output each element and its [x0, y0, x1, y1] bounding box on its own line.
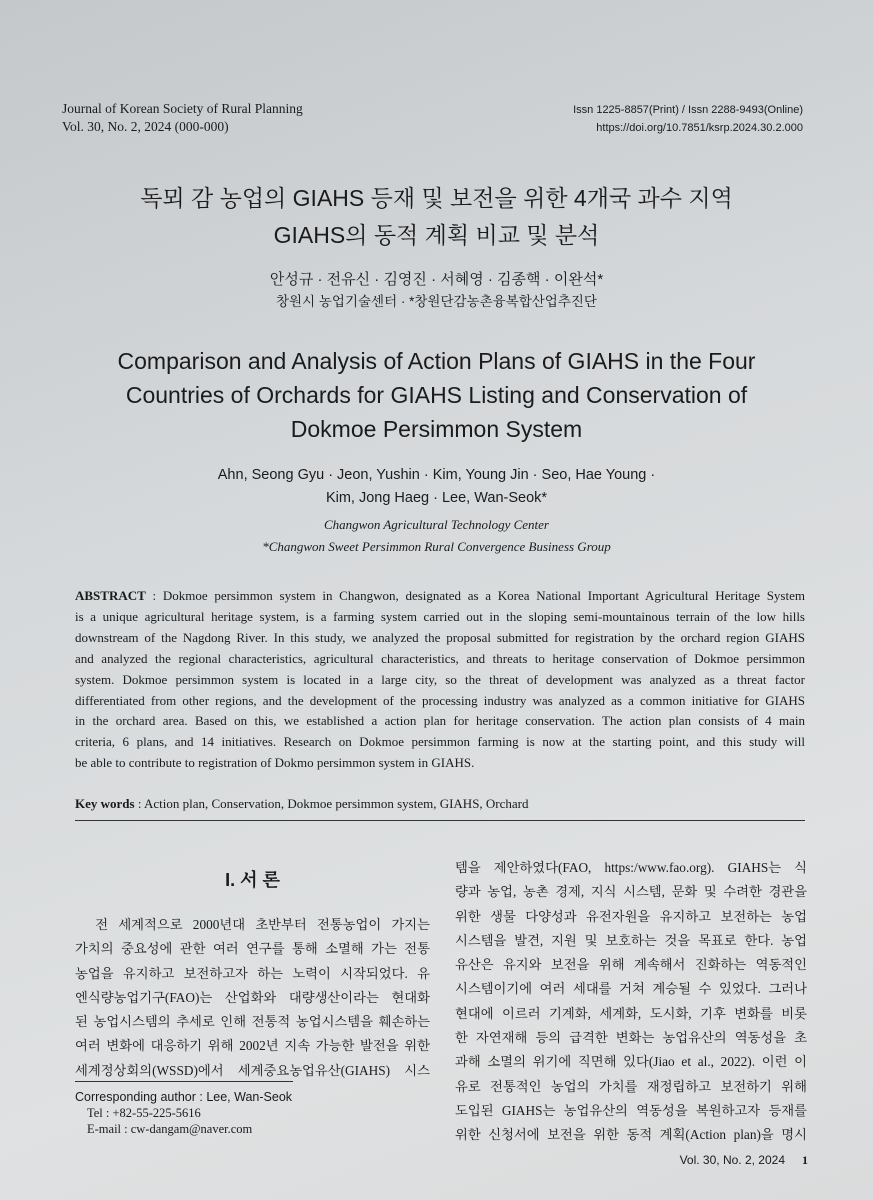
abstract-label: ABSTRACT: [75, 588, 146, 603]
corresponding-author: Corresponding author : Lee, Wan-Seok: [75, 1090, 293, 1104]
body-text-line: 도입된 GIAHS는 농업유산의 역동성을 복원하고자 등재를: [455, 1102, 807, 1118]
keywords: [75, 796, 529, 812]
body-text-line: 유로 전통적인 농업의 가치를 재정립하고 보전하기 위해: [455, 1078, 807, 1094]
section-title: I. 서 론: [225, 870, 280, 890]
abstract-line: be able to contribute to registration of Dokmo persimmon system in GIAHS.: [75, 755, 475, 771]
abstract-line: in the orchard area. Based on this, we established a action plan for heritage conservation. The action plan consists of 4 main: [75, 713, 805, 729]
english-affiliations: [0, 514, 873, 558]
abstract-line: and analyzed the regional characteristics, agricultural characteristics, and threats to heritage conservation of Dokmoe persimmon: [75, 650, 805, 666]
keywords-label: Key words: [75, 796, 135, 811]
journal-name: Journal of Korean Society of Rural Planning: [62, 101, 303, 116]
body-text-line: 템을 제안하였다(FAO, https:/www.fao.org). GIAHS는 식: [455, 860, 807, 875]
abstract-line: system. Dokmoe persimmon system is located in a large city, so the threat of development was analyzed as a threat factor: [75, 671, 805, 687]
body-text-line: 시스템을 발견, 지원 및 보호하는 것을 목표로 한다. 농업: [455, 932, 807, 948]
body-text-line: 세계정상회의(WSSD)에서 세계중요농업유산(GIAHS) 시스: [75, 1062, 430, 1078]
abstract-line: [75, 586, 805, 607]
abstract-line: differentiated from other regions, and the development of the processing industry was analyzed as a common initiative for GIAHS: [75, 692, 805, 708]
body-text-line: 가치의 중요성에 관한 여러 연구를 통해 소멸해 가는 전통: [75, 941, 430, 957]
footer-volume: Vol. 30, No. 2, 2024: [679, 1153, 785, 1167]
abstract-text: : Dokmoe persimmon system in Changwon, designated as a Korea National Important Agricultural Heritage System: [145, 588, 805, 603]
issn: Issn 1225-8857(Print) / Issn 2288-9493(Online): [573, 104, 803, 116]
corresponding-author-note: [75, 1089, 292, 1137]
body-text-line: 된 농업시스템의 추세로 인해 전통적 농업시스템을 훼손하는: [75, 1014, 430, 1030]
abstract-line: is a unique agricultural heritage system, is a farming system carried out in the sloping semi-mountainous terrain of the low hills: [75, 608, 805, 624]
keywords-text: : Action plan, Conservation, Dokmoe persimmon system, GIAHS, Orchard: [134, 796, 529, 811]
right-column: [455, 856, 807, 1148]
body-text-line: 위한 생물 다양성과 유전자원을 유지하고 보전하는 농업: [455, 908, 807, 924]
body-text-line: 농업을 유지하고 보전하고자 하는 노력이 시작되었다. 유: [75, 965, 430, 981]
english-title-line: Dokmoe Persimmon System: [290, 416, 583, 442]
affiliation-line: Changwon Agricultural Technology Center: [324, 517, 549, 532]
english-authors-line: Kim, Jong Haeg · Lee, Wan-Seok*: [325, 490, 548, 506]
issn-doi-header: [573, 101, 803, 137]
korean-authors: 안성규 · 전유신 · 김영진 · 서혜영 · 김종핵 · 이완석*: [269, 271, 604, 288]
korean-title: [0, 180, 873, 254]
korean-title-line: 독뫼 감 농업의 GIAHS 등재 및 보전을 위한 4개국 과수 지역: [140, 185, 733, 211]
left-column: [75, 913, 430, 1083]
body-text-line: 과해 소멸의 위기에 직면해 있다(Jiao et al., 2022). 이런 이: [455, 1054, 807, 1070]
body-text-line: 엔식량농업기구(FAO)는 산업화와 대량생산이라는 현대화: [75, 989, 430, 1005]
page-number: 1: [802, 1153, 808, 1167]
english-title-line: Countries of Orchards for GIAHS Listing and Conservation of: [125, 382, 748, 408]
journal-header: [62, 100, 303, 136]
email[interactable]: E-mail : cw-dangam@naver.com: [87, 1122, 253, 1136]
english-title-line: Comparison and Analysis of Action Plans of GIAHS in the Four: [117, 348, 756, 374]
abstract: [75, 586, 805, 774]
body-text-line: 현대에 이르러 기계화, 세계화, 도시화, 기후 변화를 비롯: [455, 1005, 807, 1021]
body-text-line: 여러 변화에 대응하기 위해 2002년 지속 가능한 발전을 위한: [75, 1038, 430, 1054]
doi-link[interactable]: https://doi.org/10.7851/ksrp.2024.30.2.000: [596, 122, 803, 134]
abstract-line: downstream of the Nagdong River. In this study, we analyzed the proposal submitted for registration by the orchard region GIAHS: [75, 629, 805, 645]
section-divider: [75, 820, 805, 821]
english-title: [0, 344, 873, 446]
english-authors-line: Ahn, Seong Gyu · Jeon, Yushin · Kim, Young Jin · Seo, Hae Young ·: [217, 467, 656, 483]
footnote-divider: [75, 1081, 293, 1082]
page-footer: [680, 1153, 808, 1168]
tel: Tel : +82-55-225-5616: [87, 1106, 201, 1120]
abstract-line: criteria, 6 plans, and 14 initiatives. Research on Dokmoe persimmon farming is now at the starting point, and this study will: [75, 734, 805, 750]
english-authors: [0, 464, 873, 510]
korean-affiliation: 창원시 농업기술센터 · *창원단감농촌융복합산업추진단: [276, 294, 597, 309]
body-text-line: 한 자연재해 등의 급격한 변화는 농업유산의 역동성을 초: [455, 1030, 807, 1046]
korean-title-line: GIAHS의 동적 계획 비교 및 분석: [273, 222, 600, 248]
body-text-line: 유산은 유지와 보전을 위해 계속해서 진화하는 역동적인: [455, 957, 807, 973]
affiliation-line: *Changwon Sweet Persimmon Rural Convergence Business Group: [262, 539, 611, 554]
body-text-line: 위한 신청서에 보전을 위한 동적 계획(Action plan)을 명시: [455, 1127, 807, 1143]
body-text-line: 량과 농업, 농촌 경제, 지식 시스템, 문화 및 수려한 경관을: [455, 884, 807, 900]
body-text-line: 시스템이기에 여러 세대를 거쳐 계승될 수 있었다. 그러나: [455, 981, 807, 997]
body-text-line: 전 세계적으로 2000년대 초반부터 전통농업이 가지는: [75, 917, 430, 932]
journal-volume: Vol. 30, No. 2, 2024 (000-000): [62, 119, 229, 134]
